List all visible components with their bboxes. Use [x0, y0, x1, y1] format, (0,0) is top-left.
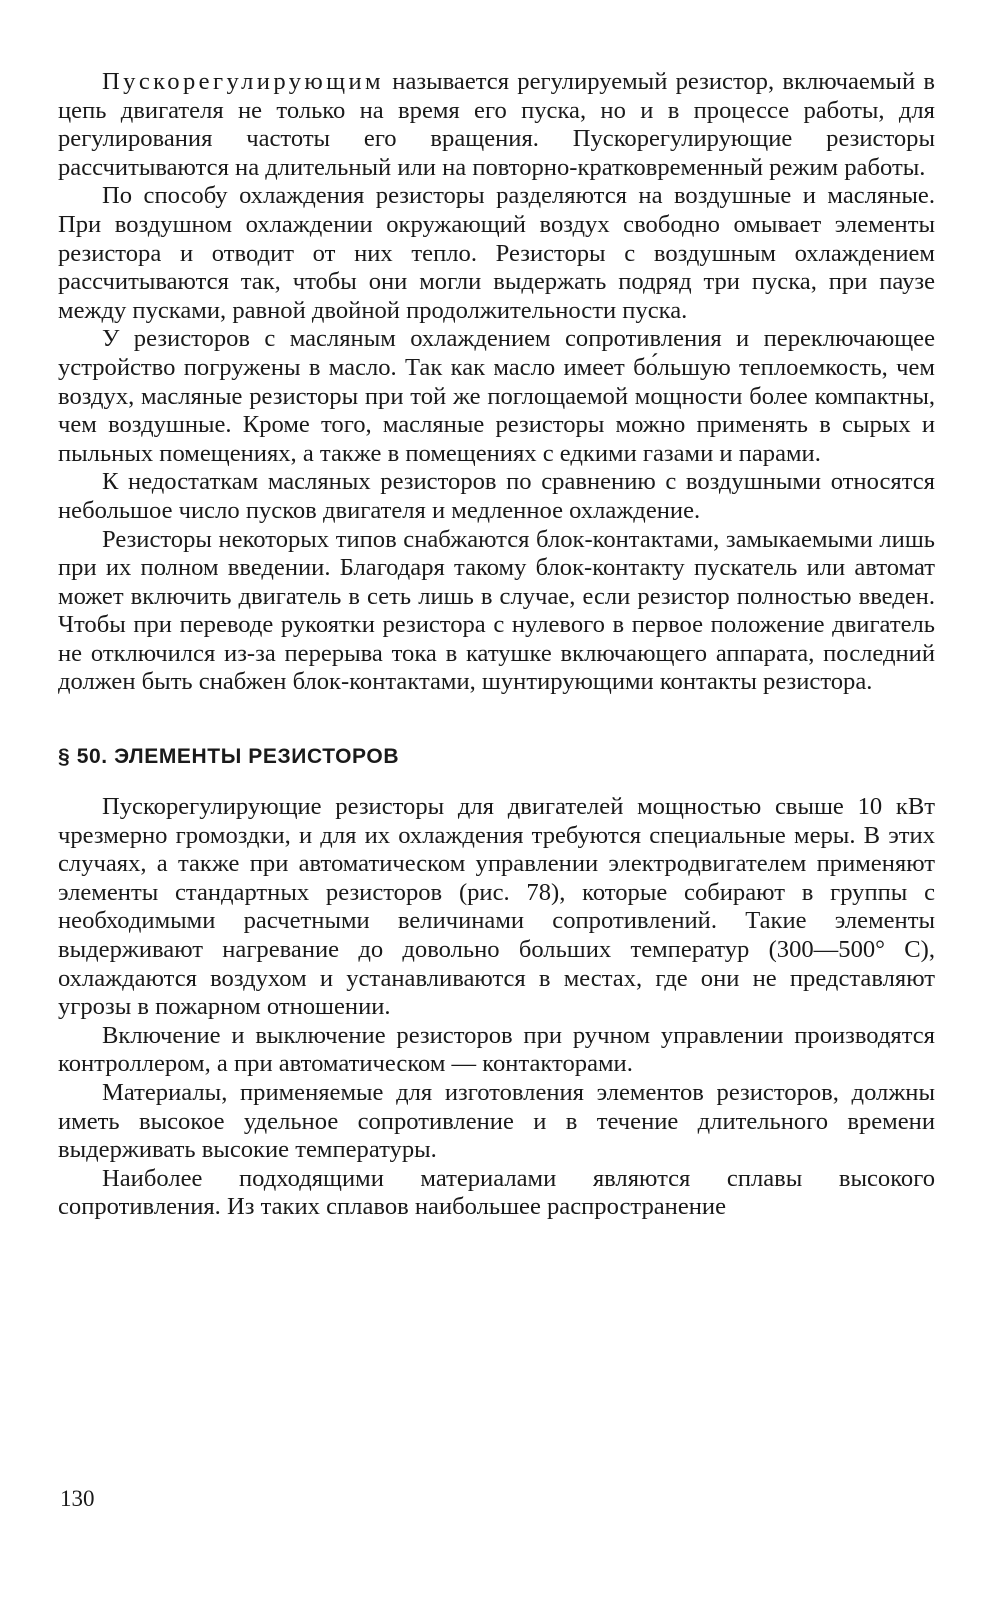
paragraph-5: Резисторы некоторых типов снабжаются блок-контактами, замыкаемыми лишь при их полном введении. Благодаря такому блок-контакту пускатель или автомат может включить двигатель в сеть лишь в случае, если резистор полностью введен. Чтобы при переводе рукоятки резистора с нулевого в первое положение двигатель не отключился из-за перерыва тока в катушке включающего аппарата, последний должен быть снабжен блок-контактами, шунтирующими контакты резистора. — [58, 525, 935, 696]
paragraph-3: У резисторов с масляным охлаждением сопротивления и переключающее устройство погружены в масло. Так как масло имеет бо́льшую теплоемкость, чем воздух, масляные резисторы при той же поглощаемой мощности более компактны, чем воздушные. Кроме того, масляные резисторы можно применять в сырых и пыльных помещениях, а также в помещениях с едкими газами и парами. — [58, 325, 935, 467]
paragraph-text: называется регулируемый резистор, включаемый в цепь двигателя не только на время его пуска, но и в процессе работы, для регулирования частоты его вращения. Пускорегулирующие резисторы рассчитываются на длительный или на повторно-кратковременный режим работы. — [58, 68, 935, 181]
paragraph-2: По способу охлаждения резисторы разделяются на воздушные и масляные. При воздушном охлаждении окружающий воздух свободно омывает элементы резистора и отводит от них тепло. Резисторы с воздушным охлаждением рассчитываются так, чтобы они могли выдержать подряд три пуска, при паузе между пусками, равной двойной продолжительности пуска. — [58, 182, 935, 324]
page-number: 130 — [60, 1486, 95, 1511]
paragraph-1 — [58, 68, 935, 182]
term-spaced: Пускорегулирующим — [102, 68, 385, 95]
paragraph-8: Материалы, применяемые для изготовления элементов резисторов, должны иметь высокое удельное сопротивление и в течение длительного времени выдерживать высокие температуры. — [58, 1079, 935, 1164]
section-heading: § 50. ЭЛЕМЕНТЫ РЕЗИСТОРОВ — [58, 745, 400, 769]
paragraph-7: Включение и выключение резисторов при ручном управлении производятся контроллером, а при автоматическом — контакторами. — [58, 1021, 935, 1078]
paragraph-4: К недостаткам масляных резисторов по сравнению с воздушными относятся небольшое число пусков двигателя и медленное охлаждение. — [58, 468, 935, 524]
text-block-top — [58, 68, 935, 697]
paragraph-6: Пускорегулирующие резисторы для двигателей мощностью свыше 10 кВт чрезмерно громоздки, и для их охлаждения требуются специальные меры. В этих случаях, а также при автоматическом управлении электродвигателем применяют элементы стандартных резисторов (рис. 78), которые собирают в группы с необходимыми расчетными величинами сопротивлений. Такие элементы выдерживают нагревание до довольно больших температур (300—500° С), охлаждаются воздухом и устанавливаются в местах, где они не представляют угрозы в пожарном отношении. — [58, 793, 935, 1021]
paragraph-9: Наиболее подходящими материалами являются сплавы высокого сопротивления. Из таких сплавов наибольшее распространение — [58, 1164, 935, 1221]
text-block-bottom — [58, 793, 935, 1222]
